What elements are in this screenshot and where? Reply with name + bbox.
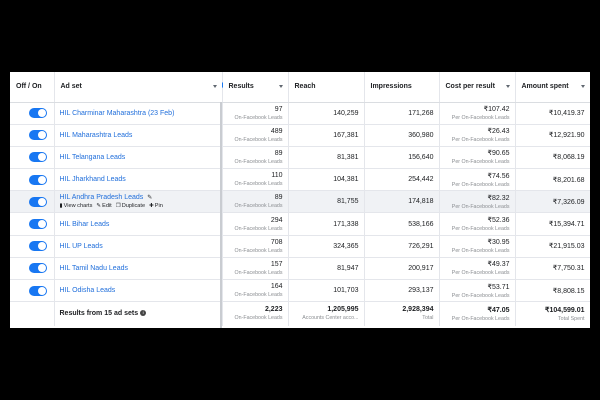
table-row[interactable] [10, 213, 590, 235]
cpr-cell [439, 280, 515, 302]
toggle-knob [38, 109, 46, 117]
spent-cell [515, 213, 590, 235]
cpr-cell [439, 146, 515, 168]
cpr-cell [439, 191, 515, 213]
results-sub: On-Facebook Leads [234, 225, 283, 232]
results-cell [222, 235, 288, 257]
totals-spent-cell [515, 302, 590, 326]
impressions-cell [364, 191, 439, 213]
impressions-value: 726,291 [408, 242, 434, 250]
results-sub: On-Facebook Leads [234, 158, 283, 165]
column-resize-divider[interactable] [220, 72, 222, 328]
on-off-toggle[interactable] [29, 219, 47, 229]
results-value: 294 [270, 216, 283, 224]
totals-row [10, 302, 590, 326]
ad-set-name-link[interactable]: HIL Charminar Maharashtra (23 Feb) [59, 109, 175, 117]
ad-set-name-link[interactable]: HIL Tamil Nadu Leads [59, 264, 128, 272]
header-ad-set-label: Ad set [60, 83, 82, 91]
row-action-view-charts[interactable] [60, 203, 93, 209]
spent-cell [515, 169, 590, 191]
impressions-cell [364, 146, 439, 168]
info-icon[interactable]: i [140, 310, 146, 316]
reach-value: 81,947 [337, 264, 359, 272]
spent-cell [515, 124, 590, 146]
table-row[interactable] [10, 191, 590, 213]
cpr-sub: Per On-Facebook Leads [451, 292, 510, 299]
totals-empty-cell [10, 302, 54, 326]
on-off-toggle[interactable] [29, 130, 47, 140]
reach-cell [288, 191, 364, 213]
toggle-knob [38, 264, 46, 272]
cpr-value: ₹26.43 [487, 128, 510, 136]
impressions-cell [364, 213, 439, 235]
ad-set-name-link[interactable]: HIL Odisha Leads [59, 287, 116, 295]
ad-set-cell [54, 213, 222, 235]
totals-results-cell [222, 302, 288, 326]
spent-value: ₹21,915.03 [548, 243, 585, 251]
results-cell [222, 102, 288, 124]
spent-cell [515, 146, 590, 168]
row-action-label: View charts [63, 203, 93, 210]
results-sub: On-Facebook Leads [234, 292, 283, 299]
results-cell [222, 213, 288, 235]
toggle-knob [38, 242, 46, 250]
ad-set-name-link[interactable]: HIL Maharashtra Leads [59, 131, 133, 139]
header-results-label: Results [228, 83, 254, 91]
reach-cell [288, 169, 364, 191]
cpr-sub: Per On-Facebook Leads [451, 203, 510, 210]
toggle-knob [38, 287, 46, 295]
on-off-toggle[interactable] [29, 263, 47, 273]
toggle-knob [38, 176, 46, 184]
header-cost-per-result-label: Cost per result [445, 83, 495, 91]
ad-set-name-link[interactable]: HIL Jharkhand Leads [59, 176, 126, 184]
edit-pencil-icon[interactable]: ✎ [147, 195, 153, 202]
table-row[interactable] [10, 280, 590, 302]
table-row[interactable] [10, 235, 590, 257]
totals-label: Results from 15 ad sets [59, 310, 139, 318]
row-action-label: Edit [102, 203, 112, 210]
cpr-cell [439, 257, 515, 279]
impressions-value: 360,980 [408, 131, 434, 139]
cpr-value: ₹90.65 [487, 150, 510, 158]
cpr-value: ₹52.36 [487, 217, 510, 225]
results-cell [222, 257, 288, 279]
header-reach[interactable]: Reach [288, 72, 364, 102]
row-action-duplicate[interactable] [116, 203, 145, 209]
on-off-toggle[interactable] [29, 175, 47, 185]
impressions-value: 254,442 [408, 176, 434, 184]
toggle-cell [10, 235, 54, 257]
spent-cell [515, 191, 590, 213]
toggle-cell [10, 169, 54, 191]
totals-impressions: 2,928,394 [402, 306, 434, 314]
toggle-cell [10, 257, 54, 279]
ad-set-name-link[interactable]: HIL Andhra Pradesh Leads [59, 194, 144, 202]
on-off-toggle[interactable] [29, 108, 47, 118]
impressions-cell [364, 169, 439, 191]
results-value: 110 [271, 172, 283, 180]
header-off-on[interactable]: Off / On [10, 72, 54, 102]
reach-cell [288, 280, 364, 302]
impressions-value: 171,268 [408, 109, 434, 117]
header-amount-spent-label: Amount spent [521, 83, 569, 91]
row-action-edit[interactable] [96, 203, 111, 209]
totals-reach-sub: Accounts Center acco... [302, 315, 359, 322]
cpr-sub: Per On-Facebook Leads [451, 115, 510, 122]
cpr-sub: Per On-Facebook Leads [451, 159, 510, 166]
ad-set-name-link[interactable]: HIL Telangana Leads [59, 153, 126, 161]
ad-set-cell [54, 235, 222, 257]
cpr-cell [439, 169, 515, 191]
sort-icon[interactable] [506, 85, 510, 88]
header-cost-per-result[interactable] [439, 72, 515, 102]
totals-label-cell [54, 302, 222, 326]
reach-cell [288, 124, 364, 146]
reach-value: 101,703 [333, 287, 359, 295]
totals-impressions-cell [364, 302, 439, 326]
ad-set-cell [54, 124, 222, 146]
row-action-label: Pin [154, 203, 163, 210]
reach-cell [288, 235, 364, 257]
spent-cell [515, 102, 590, 124]
table-row[interactable] [10, 124, 590, 146]
results-sub: On-Facebook Leads [234, 181, 283, 188]
spent-value: ₹7,750.31 [552, 265, 585, 273]
toggle-cell [10, 124, 54, 146]
spent-value: ₹8,808.15 [552, 287, 585, 295]
toggle-knob [38, 220, 46, 228]
spent-value: ₹8,068.19 [552, 154, 585, 162]
impressions-cell [364, 280, 439, 302]
impressions-value: 293,137 [408, 287, 434, 295]
impressions-cell [364, 235, 439, 257]
ad-set-cell [54, 102, 222, 124]
cpr-cell [439, 213, 515, 235]
totals-impressions-sub: Total [422, 315, 434, 322]
reach-cell [288, 213, 364, 235]
reach-value: 167,381 [333, 131, 359, 139]
results-value: 89 [274, 194, 283, 202]
cpr-cell [439, 102, 515, 124]
ads-manager-table [10, 72, 590, 328]
cpr-value: ₹53.71 [487, 283, 510, 291]
results-cell [222, 169, 288, 191]
reach-value: 81,755 [337, 198, 359, 206]
totals-reach-cell [288, 302, 364, 326]
cpr-sub: Per On-Facebook Leads [451, 181, 510, 188]
toggle-cell [10, 213, 54, 235]
table-row[interactable] [10, 169, 590, 191]
row-action-pin[interactable] [149, 203, 163, 209]
header-results[interactable] [222, 72, 288, 102]
totals-cpr-sub: Per On-Facebook Leads [451, 315, 510, 322]
results-value: 489 [270, 127, 283, 135]
toggle-cell [10, 146, 54, 168]
cpr-cell [439, 235, 515, 257]
table-row[interactable] [10, 102, 590, 124]
totals-cpr: ₹47.05 [487, 306, 510, 314]
reach-cell [288, 102, 364, 124]
impressions-cell [364, 124, 439, 146]
toggle-cell [10, 280, 54, 302]
results-sub: On-Facebook Leads [234, 136, 283, 143]
cpr-sub: Per On-Facebook Leads [451, 137, 510, 144]
cpr-cell [439, 124, 515, 146]
on-off-toggle[interactable] [29, 152, 47, 162]
results-sub: On-Facebook Leads [234, 247, 283, 254]
pin-icon: ✚ [149, 203, 154, 210]
toggle-cell [10, 102, 54, 124]
ad-set-cell [54, 257, 222, 279]
header-ad-set[interactable] [54, 72, 222, 102]
on-off-toggle[interactable] [29, 286, 47, 296]
cpr-value: ₹107.42 [483, 106, 510, 114]
ad-set-name-link[interactable]: HIL Bihar Leads [59, 220, 110, 228]
header-impressions[interactable]: Impressions [364, 72, 439, 102]
spent-value: ₹15,394.71 [548, 221, 585, 229]
pencil-icon: ✎ [96, 203, 102, 210]
cpr-value: ₹49.37 [487, 261, 510, 269]
cpr-sub: Per On-Facebook Leads [451, 248, 510, 255]
toggle-knob [38, 198, 46, 206]
results-sub: On-Facebook Leads [234, 203, 283, 210]
spent-value: ₹12,921.90 [548, 132, 585, 140]
reach-cell [288, 146, 364, 168]
impressions-value: 174,818 [408, 198, 434, 206]
results-value: 89 [274, 149, 283, 157]
spent-cell [515, 235, 590, 257]
results-value: 97 [274, 105, 283, 113]
impressions-value: 156,640 [408, 153, 434, 161]
ad-sets-table [10, 72, 590, 326]
spent-cell [515, 257, 590, 279]
sort-icon[interactable] [213, 85, 217, 88]
results-cell [222, 280, 288, 302]
cpr-value: ₹82.32 [487, 194, 510, 202]
results-value: 708 [270, 238, 283, 246]
totals-results-sub: On-Facebook Leads [234, 315, 283, 322]
reach-value: 324,365 [333, 242, 359, 250]
totals-cpr-cell [439, 302, 515, 326]
reach-cell [288, 257, 364, 279]
reach-value: 171,338 [333, 220, 359, 228]
results-value: 157 [270, 260, 283, 268]
reach-value: 81,381 [337, 153, 359, 161]
duplicate-icon: ❐ [115, 203, 121, 210]
impressions-value: 538,166 [408, 220, 434, 228]
reach-value: 140,259 [333, 109, 359, 117]
spent-value: ₹8,201.68 [552, 176, 585, 184]
sort-icon[interactable] [279, 85, 283, 88]
on-off-toggle[interactable] [29, 197, 47, 207]
totals-spent-sub: Total Spent [557, 315, 585, 322]
ad-set-cell [54, 280, 222, 302]
cpr-sub: Per On-Facebook Leads [451, 226, 510, 233]
impressions-value: 200,917 [408, 264, 434, 272]
toggle-knob [38, 153, 46, 161]
ad-set-cell [54, 169, 222, 191]
impressions-cell [364, 102, 439, 124]
toggle-knob [38, 131, 46, 139]
results-cell [222, 124, 288, 146]
spent-value: ₹7,326.09 [552, 198, 585, 206]
spent-cell [515, 280, 590, 302]
cpr-value: ₹74.56 [487, 172, 510, 180]
table-row[interactable] [10, 257, 590, 279]
spent-value: ₹10,419.37 [548, 110, 585, 118]
cpr-value: ₹30.95 [487, 239, 510, 247]
totals-results: 2,223 [264, 306, 283, 314]
ad-set-cell [54, 146, 222, 168]
totals-reach: 1,205,995 [327, 306, 359, 314]
results-cell [222, 146, 288, 168]
row-action-label: Duplicate [121, 203, 146, 210]
results-value: 164 [270, 283, 283, 291]
on-off-toggle[interactable] [29, 241, 47, 251]
toggle-cell [10, 191, 54, 213]
results-sub: On-Facebook Leads [234, 114, 283, 121]
results-cell [222, 191, 288, 213]
cpr-sub: Per On-Facebook Leads [451, 270, 510, 277]
ad-set-name-link[interactable]: HIL UP Leads [59, 242, 103, 250]
row-actions [60, 203, 217, 209]
sort-icon[interactable] [581, 85, 585, 88]
impressions-cell [364, 257, 439, 279]
totals-spent: ₹104,599.01 [545, 306, 585, 314]
reach-value: 104,381 [333, 176, 359, 184]
chart-icon: ▮ [59, 203, 63, 210]
table-header [10, 72, 590, 102]
results-sub: On-Facebook Leads [234, 269, 283, 276]
table-row[interactable] [10, 146, 590, 168]
header-amount-spent[interactable] [515, 72, 590, 102]
ad-set-cell [54, 191, 222, 213]
